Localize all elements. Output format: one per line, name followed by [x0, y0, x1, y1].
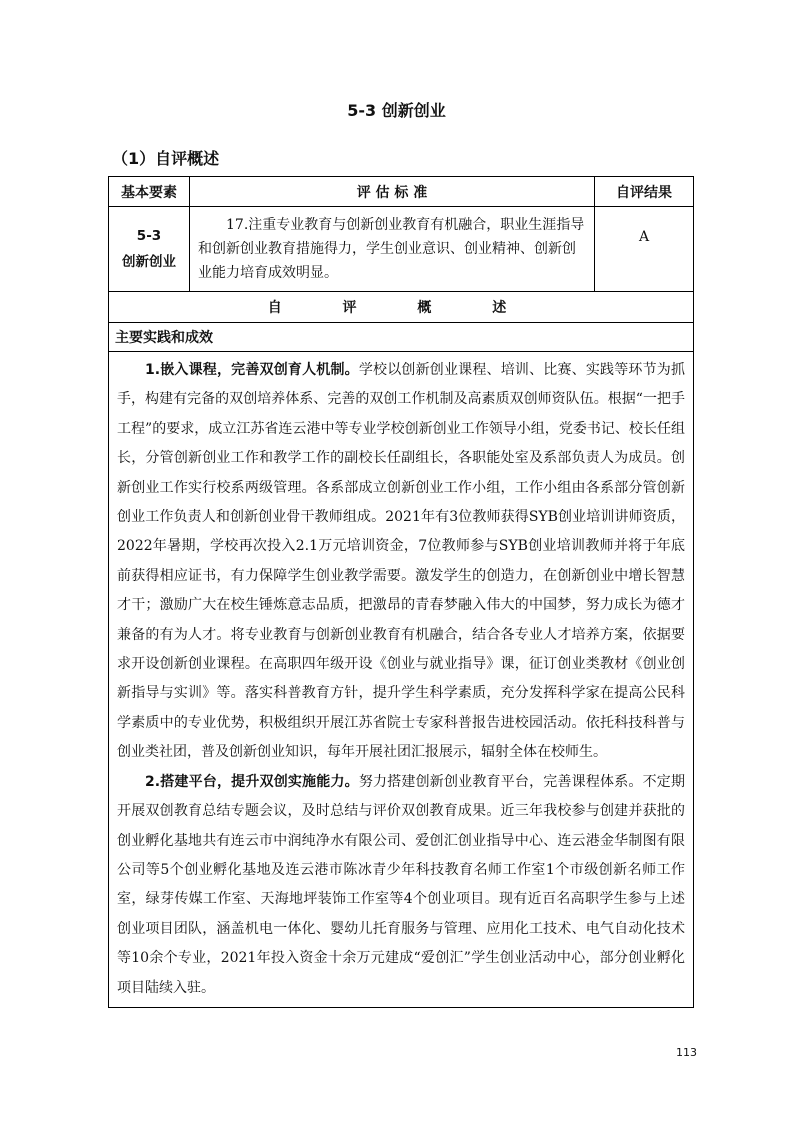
element-code: 5-3: [136, 228, 162, 244]
overview-header-row: [109, 292, 694, 323]
result-cell: A: [595, 207, 694, 292]
paragraph-2: [117, 768, 685, 1003]
paragraph-1-lead: 1.嵌入课程，完善双创育人机制。: [145, 362, 359, 378]
header-element: 基本要素: [109, 177, 190, 207]
page-number: 113: [676, 1046, 697, 1059]
body-row: [109, 352, 694, 1008]
overview-header: 自 评 概 述: [109, 292, 694, 323]
evaluation-table: [108, 176, 694, 1008]
standard-cell: [190, 207, 595, 292]
standard-text: 17.注重专业教育与创新创业教育有机融合，职业生涯指导和创新创业教育措施得力，学生创业意识、创业精神、创新创业能力培育成效明显。: [198, 217, 585, 281]
section-heading-row: [109, 323, 694, 352]
paragraph-1-text: 学校以创新创业课程、培训、比赛、实践等环节为抓手，构建有完备的双创培养体系、完善的双创工作机制及高素质双创师资队伍。根据“一把手工程”的要求，成立江苏省连云港中等专业学校创新创业工作领导小组，党委书记、校长任组长，分管创新创业工作和教学工作的副校长任副组长，各职能处室及系部负责人为成员。创新创业工作实行校系两级管理。各系部成立创新创业工作小组，工作小组由各系部分管创新创业工作负责人和创新创业骨干教师组成。2021年有3位教师获得SYB创业培训讲师资质，2022年暑期，学校再次投入2.1万元培训资金，7位教师参与SYB创业培训教师并将于年底前获得相应证书，有力保障学生创业教学需要。激发学生的创造力，在创新创业中增长智慧才干；激励广大在校生锤炼意志品质，把激昂的青春梦融入伟大的中国梦，努力成长为德才兼备的有为人才。将专业教育与创新创业教育有机融合，结合各专业人才培养方案，依据要求开设创新创业课程。在高职四年级开设《创业与就业指导》课，征订创业类教材《创业创新指导与实训》等。落实科普教育方针，提升学生科学素质，充分发挥科学家在提高公民科学素质中的专业优势，积极组织开展江苏省院士专家科普报告进校园活动。依托科技科普与创业类社团，普及创新创业知识，每年开展社团汇报展示，辐射全体在校师生。: [117, 362, 685, 761]
header-result: 自评结果: [595, 177, 694, 207]
paragraph-1: [117, 356, 685, 768]
page-title: 5-3 创新创业: [347, 101, 446, 120]
element-cell: [109, 207, 190, 292]
element-name: 创新创业: [122, 254, 176, 270]
section-heading: 主要实践和成效: [109, 323, 694, 352]
table-header-row: [109, 177, 694, 207]
section-subtitle: （1）自评概述: [112, 149, 220, 168]
table-row: [109, 207, 694, 292]
paragraph-2-text: 努力搭建创新创业教育平台，完善课程体系。不定期开展双创教育总结专题会议，及时总结与评价双创教育成果。近三年我校参与创建并获批的创业孵化基地共有连云市中润纯净水有限公司、爱创汇创业指导中心、连云港金华制图有限公司等5个创业孵化基地及连云港市陈冰青少年科技教育名师工作室1个市级创新名师工作室，绿芽传媒工作室、天海地坪装饰工作室等4个创业项目。现有近百名高职学生参与上述创业项目团队，涵盖机电一体化、婴幼儿托育服务与管理、应用化工技术、电气自动化技术等10余个专业，2021年投入资金十余万元建成“爱创汇”学生创业活动中心，部分创业孵化项目陆续入驻。: [117, 773, 685, 996]
header-standard: 评 估 标 准: [190, 177, 595, 207]
paragraph-2-lead: 2.搭建平台，提升双创实施能力。: [145, 773, 359, 790]
body-cell: [109, 352, 694, 1008]
